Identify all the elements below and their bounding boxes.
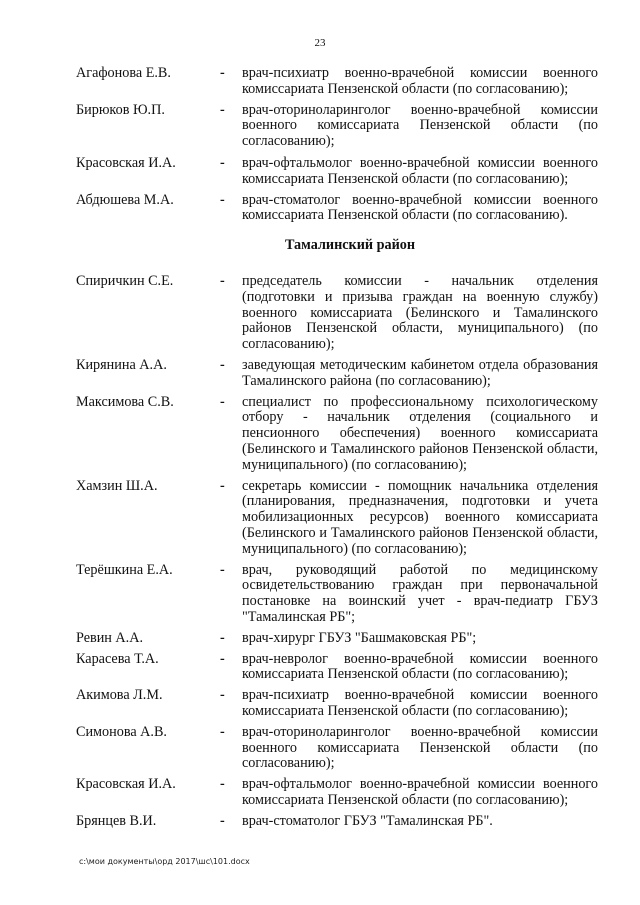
member-role: специалист по профессиональному психологическому отбору - начальник отделения (социального и пенсионного обеспечения) военного комиссариата (Белинского и Тамалинского районов Пензенской области, муниципального) (по согласованию); xyxy=(242,393,598,473)
dash: - xyxy=(220,477,225,494)
member-role: секретарь комиссии - помощник начальника отделения (планирования, предназначения, подготовки и учета мобилизационных ресурсов) военного комиссариата (Белинского и Тамалинского районов Пензенской области, муниципального) (по согласованию); xyxy=(242,477,598,557)
dash: - xyxy=(220,776,225,793)
member-name: Агафонова Е.В. xyxy=(76,65,171,81)
dash: - xyxy=(220,561,225,578)
district-heading: Тамалинский район xyxy=(284,237,416,253)
member-role: врач, руководящий работой по медицинскому освидетельствованию граждан при первоначальной постановке на воинский учет - врач-педиатр ГБУЗ "Тамалинская РБ"; xyxy=(242,561,598,625)
member-name: Бирюков Ю.П. xyxy=(76,101,165,118)
member-role: врач-оториноларинголог военно-врачебной комиссии военного комиссариата Пензенской области (по согласованию); xyxy=(242,723,598,772)
member-role: заведующая методическим кабинетом отдела образования Тамалинского района (по согласованию); xyxy=(242,356,598,389)
member-name: Брянцев В.И. xyxy=(76,812,157,829)
dash: - xyxy=(220,629,225,646)
member-row xyxy=(0,725,640,772)
file-path-footer: c:\мои документы\орд 2017\шс\101.docx xyxy=(79,857,250,866)
member-name: Абдюшева М.А. xyxy=(76,191,174,208)
member-row xyxy=(0,479,640,558)
member-name: Максимова С.В. xyxy=(76,393,174,410)
member-row xyxy=(0,395,640,474)
member-row xyxy=(0,563,640,626)
member-role: врач-оториноларинголог военно-врачебной комиссии военного комиссариата Пензенской области (по согласованию); xyxy=(242,101,598,150)
member-role: врач-невролог военно-врачебной комиссии военного комиссариата Пензенской области (по согласованию); xyxy=(242,650,598,683)
member-name: Красовская И.А. xyxy=(76,154,176,171)
member-list-top xyxy=(0,66,640,224)
dash: - xyxy=(220,812,225,829)
member-name: Кирянина А.А. xyxy=(76,356,167,373)
dash: - xyxy=(220,687,225,704)
member-name: Симонова А.В. xyxy=(76,723,167,740)
dash: - xyxy=(220,356,225,373)
member-list-district xyxy=(0,274,640,830)
member-row xyxy=(0,688,640,720)
member-row xyxy=(0,193,640,225)
dash: - xyxy=(220,273,225,289)
member-name: Ревин А.А. xyxy=(76,629,144,646)
dash: - xyxy=(220,723,225,740)
member-row xyxy=(0,652,640,684)
member-name: Акимова Л.М. xyxy=(76,687,163,704)
dash: - xyxy=(220,191,225,208)
member-row xyxy=(0,814,640,830)
member-row xyxy=(0,358,640,390)
member-row xyxy=(0,156,640,188)
member-role: врач-психиатр военно-врачебной комиссии военного комиссариата Пензенской области (по согласованию); xyxy=(242,65,598,97)
member-row xyxy=(0,274,640,353)
member-role: врач-стоматолог ГБУЗ "Тамалинская РБ". xyxy=(242,812,493,829)
dash: - xyxy=(220,154,225,171)
dash: - xyxy=(220,65,225,81)
page-number: 23 xyxy=(314,37,326,49)
member-name: Спиричкин С.Е. xyxy=(76,273,174,289)
member-name: Терёшкина Е.А. xyxy=(76,561,173,578)
member-name: Карасева Т.А. xyxy=(76,650,159,667)
dash: - xyxy=(220,650,225,667)
member-role: врач-стоматолог военно-врачебной комиссии военного комиссариата Пензенской области (по согласованию). xyxy=(242,191,598,224)
member-row xyxy=(0,777,640,809)
member-name: Хамзин Ш.А. xyxy=(76,477,158,494)
dash: - xyxy=(220,101,225,118)
member-role: врач-офтальмолог военно-врачебной комиссии военного комиссариата Пензенской области (по согласованию); xyxy=(242,154,598,187)
member-name: Красовская И.А. xyxy=(76,776,176,793)
member-role: врач-хирург ГБУЗ "Башмаковская РБ"; xyxy=(242,629,477,646)
member-row xyxy=(0,66,640,98)
member-role: председатель комиссии - начальник отделения (подготовки и призыва граждан на военную службу) военного комиссариата (Белинского и Тамалинского районов Пензенской области, муниципального) (по согласованию); xyxy=(242,273,598,353)
dash: - xyxy=(220,393,225,410)
member-role: врач-психиатр военно-врачебной комиссии военного комиссариата Пензенской области (по согласованию); xyxy=(242,687,598,719)
member-role: врач-офтальмолог военно-врачебной комиссии военного комиссариата Пензенской области (по согласованию); xyxy=(242,776,598,808)
member-row xyxy=(0,103,640,150)
member-row xyxy=(0,631,640,647)
